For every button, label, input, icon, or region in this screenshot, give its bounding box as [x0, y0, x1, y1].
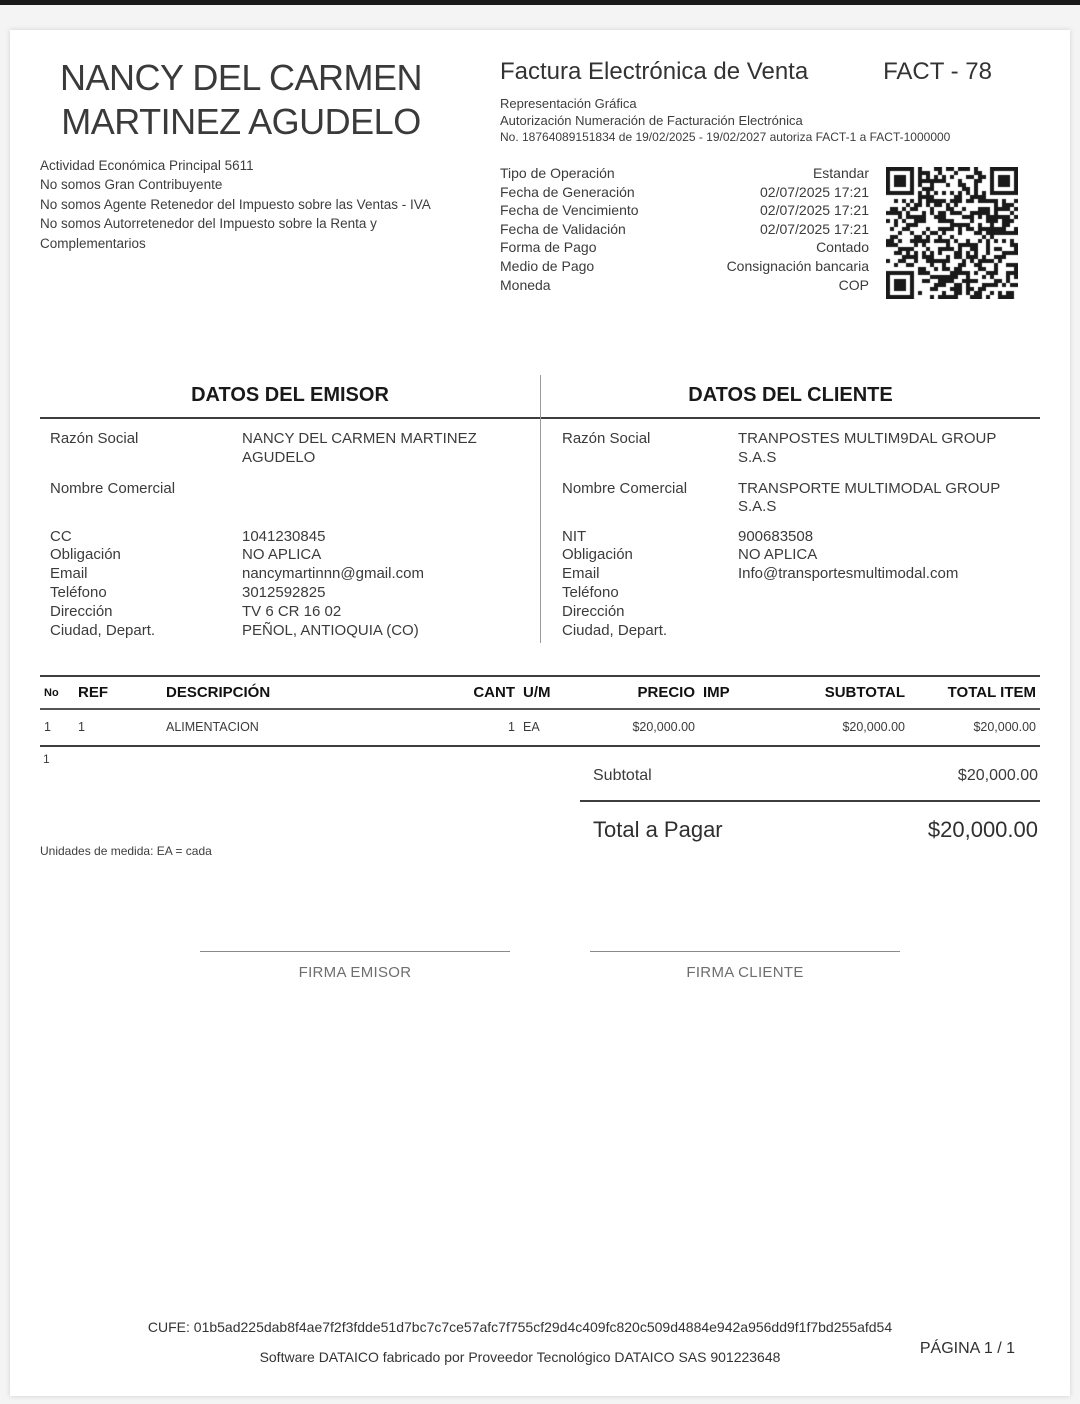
field-label: Dirección: [562, 602, 625, 620]
emisor-title: DATOS DEL EMISOR: [40, 375, 540, 419]
field-label: Obligación: [50, 546, 121, 564]
meta-row: [500, 276, 869, 295]
field-label: Obligación: [562, 546, 633, 564]
meta-label: Fecha de Generación: [500, 183, 635, 200]
cliente-fields: [541, 419, 1040, 640]
total-row: [580, 802, 1040, 843]
emitter-name: NANCY DEL CARMEN MARTINEZ AGUDELO: [59, 57, 423, 142]
emisor-fields: [40, 419, 540, 640]
field-value: 3012592825: [242, 583, 326, 601]
parties-section: [40, 375, 1040, 643]
meta-row: [500, 183, 869, 202]
meta-value: Contado: [816, 239, 869, 256]
col-header-total-item: TOTAL ITEM: [909, 676, 1040, 709]
meta-row: [500, 238, 869, 257]
field-row: [541, 584, 1040, 603]
signature-line: [590, 951, 900, 952]
invoice-number: FACT - 78: [883, 58, 992, 85]
emitter-header: [40, 56, 442, 253]
field-label: Email: [562, 565, 600, 583]
meta-label: Forma de Pago: [500, 239, 597, 256]
meta-label: Fecha de Vencimiento: [500, 202, 639, 219]
meta-value: COP: [838, 276, 869, 293]
field-label: Ciudad, Depart.: [50, 621, 156, 639]
subtotal-label: Subtotal: [593, 767, 652, 784]
meta-label: Moneda: [500, 276, 551, 293]
document-title-row: [500, 58, 992, 86]
field-value: TRANSPORTE MULTIMODAL GROUP S.A.S: [738, 479, 1000, 516]
field-label: Razón Social: [50, 430, 139, 447]
col-header-subtotal: SUBTOTAL: [757, 676, 909, 709]
field-value: 900683508: [738, 527, 814, 545]
col-header-descripcion: DESCRIPCIÓN: [162, 676, 447, 709]
software-credit: Software DATAICO fabricado por Proveedor Tecnológico DATAICO SAS 901223648: [259, 1349, 781, 1365]
col-header-no: No: [40, 676, 74, 709]
invoice-meta: [500, 164, 869, 294]
field-row: [541, 546, 1040, 565]
meta-value: 02/07/2025 17:21: [760, 183, 869, 200]
meta-value: 02/07/2025 17:21: [760, 220, 869, 237]
total-label: Total a Pagar: [593, 817, 723, 842]
col-header-um: U/M: [519, 676, 581, 709]
field-label: Razón Social: [562, 430, 651, 447]
subtotal-value: $20,000.00: [957, 767, 1038, 784]
field-row: [541, 622, 1040, 641]
field-label: Teléfono: [562, 583, 619, 601]
field-value: Info@transportesmultimodal.com: [738, 565, 959, 583]
field-value: TRANPOSTES MULTIM9DAL GROUP S.A.S: [738, 430, 997, 466]
signature-line: [200, 951, 510, 952]
meta-label: Tipo de Operación: [500, 165, 615, 181]
signature-emitter-label: FIRMA EMISOR: [298, 964, 412, 981]
field-value: NO APLICA: [738, 546, 818, 564]
qr-code: [886, 167, 1018, 299]
item-total: $20,000.00: [909, 709, 1040, 746]
window-top-bar: [0, 0, 1080, 5]
field-row: [541, 480, 1040, 518]
meta-row: [500, 164, 869, 183]
field-row: [40, 603, 540, 622]
total-value: $20,000.00: [927, 817, 1038, 842]
field-label: Nombre Comercial: [50, 479, 176, 497]
field-label: NIT: [562, 527, 587, 545]
item-ref: 1: [74, 709, 162, 746]
field-row: [40, 622, 540, 641]
field-row: [40, 480, 540, 518]
field-row: [541, 603, 1040, 622]
field-row: [541, 430, 1040, 468]
item-descripcion: ALIMENTACION: [162, 709, 447, 746]
meta-value: 02/07/2025 17:21: [760, 202, 869, 219]
field-label: CC: [50, 527, 72, 545]
field-value: NANCY DEL CARMEN MARTINEZ AGUDELO: [242, 430, 477, 466]
items-count: 1: [43, 752, 50, 766]
meta-row: [500, 257, 869, 276]
emitter-note: No somos Agente Retenedor del Impuesto sobre las Ventas - IVA: [40, 196, 431, 212]
field-label: Dirección: [50, 602, 113, 620]
field-row: [40, 528, 540, 547]
cliente-section: [540, 375, 1040, 643]
cufe-text: CUFE: 01b5ad225dab8f4ae7f2f3fdde51d7bc7c7ce57afc7f755cf29d4c409fc820c509d4884e942a956dd9f1f7bd255afd54: [147, 1319, 893, 1335]
document-subtitles: [500, 95, 992, 146]
emitter-note: Actividad Económica Principal 5611: [40, 158, 254, 173]
subtitle-autorizacion: Autorización Numeración de Facturación Electrónica: [500, 113, 803, 128]
invoice-page: [10, 30, 1070, 1396]
field-label: Email: [50, 565, 88, 583]
page-number: PÁGINA 1 / 1: [919, 1340, 1015, 1357]
field-row: [541, 565, 1040, 584]
document-header: [500, 58, 992, 146]
cliente-title: DATOS DEL CLIENTE: [541, 375, 1040, 419]
emisor-section: [40, 375, 540, 643]
signature-client: [590, 951, 900, 981]
field-label: Nombre Comercial: [562, 479, 688, 497]
field-row: [40, 565, 540, 584]
field-value: NO APLICA: [242, 546, 322, 564]
field-row: [40, 584, 540, 603]
signature-emitter: [200, 951, 510, 981]
field-row: [40, 430, 540, 468]
field-value: nancymartinnn@gmail.com: [242, 565, 424, 583]
footer: [40, 1319, 1000, 1365]
col-header-cant: CANT: [447, 676, 519, 709]
subtitle-representacion: Representación Gráfica: [500, 96, 637, 111]
units-note: Unidades de medida: EA = cada: [40, 844, 212, 858]
meta-value: Consignación bancaria: [726, 257, 869, 274]
subtotal-row: [580, 753, 1040, 802]
emitter-notes: [40, 156, 442, 253]
col-header-ref: REF: [74, 676, 162, 709]
meta-label: Medio de Pago: [500, 257, 595, 274]
item-row: [40, 709, 1040, 746]
col-header-imp: IMP: [699, 676, 757, 709]
emitter-note: No somos Gran Contribuyente: [40, 177, 223, 193]
field-row: [40, 546, 540, 565]
col-header-precio: PRECIO: [581, 676, 699, 709]
item-imp: [699, 709, 757, 746]
emitter-note: No somos Autorretenedor del Impuesto sobre la Renta y Complementarios: [40, 216, 377, 251]
item-cant: 1: [447, 709, 519, 746]
field-value: TV 6 CR 16 02: [242, 602, 342, 620]
document-title: Factura Electrónica de Venta: [500, 58, 809, 85]
meta-value: Estandar: [812, 165, 869, 181]
field-row: [541, 528, 1040, 547]
totals-section: [580, 753, 1040, 843]
signature-client-label: FIRMA CLIENTE: [686, 964, 804, 981]
meta-label: Fecha de Validación: [500, 220, 626, 237]
field-label: Teléfono: [50, 583, 107, 601]
field-value: PEÑOL, ANTIOQUIA (CO): [242, 621, 419, 639]
item-no: 1: [40, 709, 74, 746]
meta-row: [500, 201, 869, 220]
item-precio: $20,000.00: [581, 709, 699, 746]
subtitle-autorizacion-numero: No. 18764089151834 de 19/02/2025 - 19/02/2027 autoriza FACT-1 a FACT-1000000: [500, 130, 951, 144]
item-um: EA: [519, 709, 581, 746]
meta-row: [500, 220, 869, 239]
field-label: Ciudad, Depart.: [562, 621, 668, 639]
items-header-row: [40, 676, 1040, 709]
field-value: 1041230845: [242, 527, 326, 545]
item-subtotal: $20,000.00: [757, 709, 909, 746]
items-table: [40, 675, 1040, 747]
